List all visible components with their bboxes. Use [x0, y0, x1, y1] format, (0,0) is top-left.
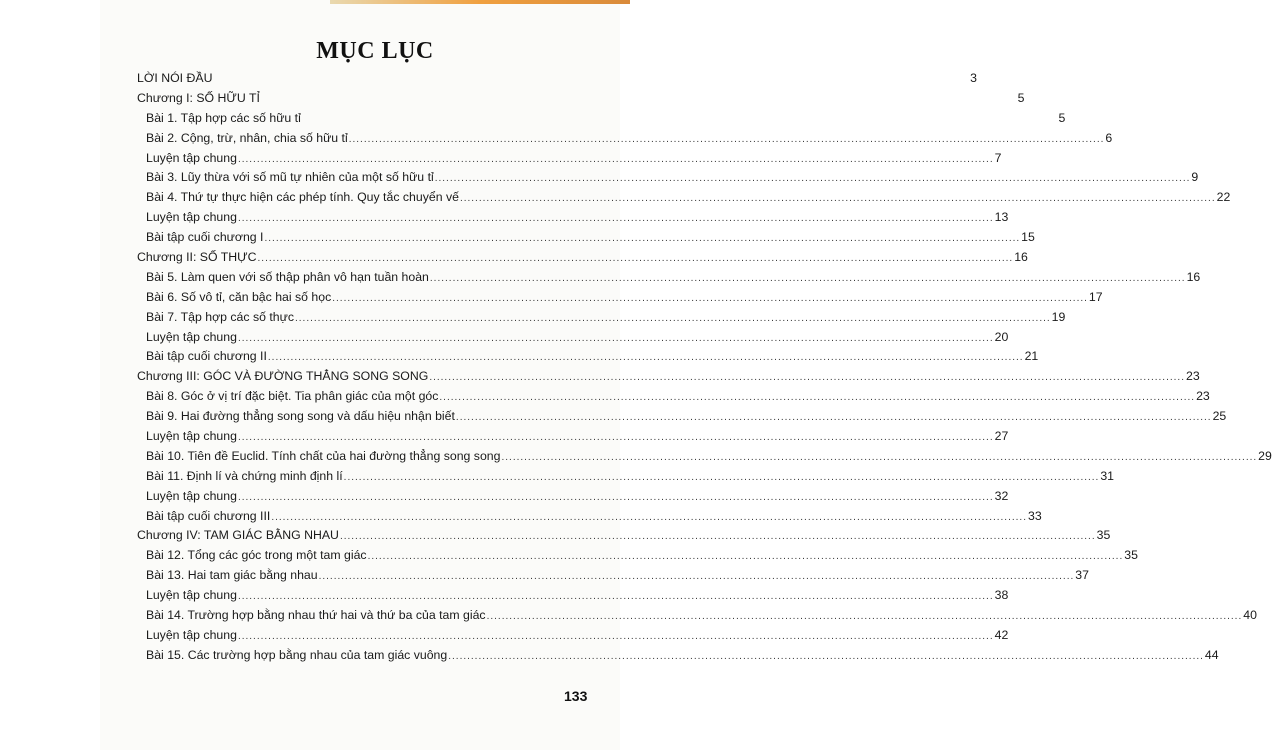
toc-entry: [137, 130, 1113, 151]
dot-leader: ........................................................................................................................................................................................................: [459, 193, 1216, 205]
toc-entry: [137, 568, 1089, 588]
toc-entry-page: 9: [1191, 170, 1199, 185]
dot-leader: ........................................................................................................................................................................................................: [434, 173, 1191, 185]
dot-leader: ........................................................................................................................................................................................................: [295, 312, 1051, 324]
dot-leader: ........................................................................................................................................................................................................: [455, 412, 1212, 424]
toc-entry-page: 17: [1088, 289, 1103, 304]
toc-entry: [137, 468, 1115, 489]
toc-entry-label: Bài 4. Thứ tự thực hiện các phép tính. Quy tắc chuyển vế: [146, 190, 459, 205]
dot-leader: ........................................................................................................................................................................................................: [257, 253, 1014, 265]
dot-leader: ........................................................................................................................................................................................................: [237, 630, 994, 642]
dot-leader: ........................................................................................................................................................................................................: [267, 352, 1024, 364]
toc-entry: [137, 528, 1111, 548]
toc-entry: [137, 588, 1009, 608]
dot-leader: ........................................................................................................................................................................................................: [237, 213, 994, 225]
page-title: MỤC LỤC: [316, 38, 434, 64]
toc-entry-label: Bài 15. Các trường hợp bằng nhau của tam giác vuông: [146, 647, 448, 662]
toc-entry-label: Bài 2. Cộng, trừ, nhân, chia số hữu tỉ: [146, 130, 348, 145]
toc-entry: [137, 269, 1201, 290]
toc-entry-label: Luyện tập chung: [146, 329, 237, 344]
toc-entry-page: 16: [1186, 269, 1201, 284]
toc-entry-page: 13: [994, 210, 1009, 225]
dot-leader: ........................................................................................................................................................................................................: [367, 551, 1124, 563]
toc-entry-page: 44: [1204, 647, 1219, 662]
toc-entry: [137, 409, 1227, 429]
toc-entry: [137, 110, 1066, 131]
toc-entry-label: Bài 3. Lũy thừa với số mũ tự nhiên của một số hữu tỉ: [146, 170, 434, 185]
toc-entry: [137, 170, 1199, 190]
toc-entry-label: Chương II: SỐ THỰC: [137, 250, 257, 265]
dot-leader: ........................................................................................................................................................................................................: [237, 432, 994, 444]
dot-leader: ........................................................................................................................................................................................................: [348, 133, 1105, 145]
toc-entry: [137, 627, 1009, 648]
toc-entry-label: Bài 11. Định lí và chứng minh định lí: [146, 468, 343, 483]
dot-leader: ........................................................................................................................................................................................................: [237, 491, 994, 503]
toc-entry: [137, 90, 1025, 111]
toc-entry-page: 7: [994, 150, 1002, 165]
toc-entry-page: 37: [1075, 568, 1089, 583]
toc-entry-label: Bài 10. Tiên đề Euclid. Tính chất của hai đường thẳng song song: [146, 448, 501, 463]
toc-entry-label: Bài tập cuối chương II: [146, 349, 267, 364]
dot-leader: ........................................................................................................................................................................................................: [271, 511, 1027, 523]
toc-entry-page: 40: [1243, 608, 1257, 623]
toc-entry-label: Bài 7. Tập hợp các số thực: [146, 309, 294, 324]
dot-leader: ........................................................................................................................................................................................................: [343, 471, 1100, 483]
dot-leader: ........................................................................................................................................................................................................: [332, 292, 1088, 304]
toc-entry: [137, 647, 1219, 668]
dot-leader: ........................................................................................................................................................................................................: [501, 451, 1258, 463]
toc-entry-label: Bài 14. Trường hợp bằng nhau thứ hai và thứ ba của tam giác: [146, 608, 486, 623]
toc-entry-page: 29: [1258, 448, 1272, 463]
toc-entry: [137, 150, 1002, 171]
toc-entry-label: Luyện tập chung: [146, 488, 237, 503]
toc-entry-page: 25: [1212, 409, 1227, 424]
toc-entry: [137, 349, 1039, 369]
dot-leader: ........................................................................................................................................................................................................: [439, 392, 1196, 404]
toc-entry-page: 21: [1024, 349, 1039, 364]
toc-entry-page: 15: [1021, 230, 1035, 245]
toc-entry-page: 6: [1105, 130, 1113, 145]
dot-leader: ........................................................................................................................................................................................................: [318, 571, 1075, 583]
dot-leader: ........................................................................................................................................................................................................: [486, 611, 1243, 623]
toc-entry: [137, 389, 1210, 409]
toc-entry-label: Bài 1. Tập hợp các số hữu tỉ: [146, 110, 301, 125]
toc-entry-label: Bài tập cuối chương I: [146, 230, 264, 245]
toc-entry-label: Luyện tập chung: [146, 429, 237, 444]
toc-entry-label: Bài 8. Góc ở vị trí đặc biệt. Tia phân giác của một góc: [146, 389, 439, 404]
toc-entry-page: 27: [994, 429, 1009, 444]
toc-entry-page: 23: [1196, 389, 1210, 404]
toc-entry: [137, 608, 1257, 628]
dot-leader: ........................................................................................................................................................................................................: [429, 372, 1185, 384]
toc-entry-label: Chương IV: TAM GIÁC BẰNG NHAU: [137, 528, 339, 543]
toc-entry: [137, 289, 1103, 310]
table-of-contents: [137, 71, 1272, 668]
toc-entry-page: 42: [994, 627, 1009, 642]
toc-entry-label: Bài 13. Hai tam giác bằng nhau: [146, 568, 318, 583]
dot-leader: ........................................................................................................................................................................................................: [264, 233, 1021, 245]
toc-entry-page: 5: [1017, 90, 1025, 105]
toc-entry-label: Bài 5. Làm quen với số thập phân vô hạn tuần hoàn: [146, 269, 429, 284]
toc-entry-page: 5: [1058, 110, 1066, 125]
toc-entry-page: 35: [1096, 528, 1111, 543]
page-number: 133: [564, 688, 588, 704]
toc-entry-page: 32: [994, 488, 1009, 503]
toc-entry-label: Luyện tập chung: [146, 150, 237, 165]
toc-entry-label: Chương III: GÓC VÀ ĐƯỜNG THẲNG SONG SONG: [137, 369, 429, 384]
toc-entry-page: 3: [970, 71, 977, 85]
toc-entry-label: Bài 9. Hai đường thẳng song song và dấu hiệu nhận biết: [146, 409, 455, 424]
toc-entry: [137, 369, 1200, 389]
toc-entry: [137, 71, 977, 91]
toc-entry: [137, 230, 1035, 250]
toc-entry-label: Bài 6. Số vô tỉ, căn bậc hai số học: [146, 289, 332, 304]
toc-entry-page: 20: [994, 329, 1009, 344]
dot-leader: ........................................................................................................................................................................................................: [448, 650, 1204, 662]
toc-entry-page: 16: [1014, 250, 1028, 265]
dot-leader: ........................................................................................................................................................................................................: [237, 153, 994, 165]
toc-entry: [137, 448, 1272, 469]
dot-leader: ........................................................................................................................................................................................................: [339, 531, 1096, 543]
toc-entry-page: 19: [1051, 309, 1066, 324]
toc-entry: [137, 548, 1138, 568]
toc-entry: [137, 210, 1009, 230]
toc-entry-page: 31: [1100, 468, 1115, 483]
dot-leader: ........................................................................................................................................................................................................: [237, 591, 994, 603]
toc-entry: [137, 250, 1028, 270]
toc-entry-page: 22: [1216, 190, 1231, 205]
toc-entry-label: Bài 12. Tổng các góc trong một tam giác: [146, 548, 367, 563]
toc-entry: [137, 429, 1009, 449]
dot-leader: ........................................................................................................................................................................................................: [429, 272, 1186, 284]
toc-entry-page: 35: [1124, 548, 1138, 563]
toc-entry-label: Bài tập cuối chương III: [146, 508, 271, 523]
cover-edge: [330, 0, 630, 4]
toc-entry: [137, 329, 1009, 350]
toc-entry-label: Luyện tập chung: [146, 210, 237, 225]
toc-entry-label: LỜI NÓI ĐẦU: [137, 71, 213, 85]
toc-entry-label: Luyện tập chung: [146, 588, 237, 603]
toc-entry-label: Chương I: SỐ HỮU TỈ: [137, 90, 260, 105]
toc-entry-label: Luyện tập chung: [146, 627, 237, 642]
toc-entry: [137, 488, 1009, 509]
toc-entry: [137, 309, 1066, 330]
toc-entry-page: 23: [1185, 369, 1200, 384]
dot-leader: ........................................................................................................................................................................................................: [237, 332, 994, 344]
toc-entry-page: 33: [1027, 508, 1042, 523]
toc-entry: [137, 508, 1042, 529]
toc-entry: [137, 190, 1231, 210]
toc-entry-page: 38: [994, 588, 1009, 603]
